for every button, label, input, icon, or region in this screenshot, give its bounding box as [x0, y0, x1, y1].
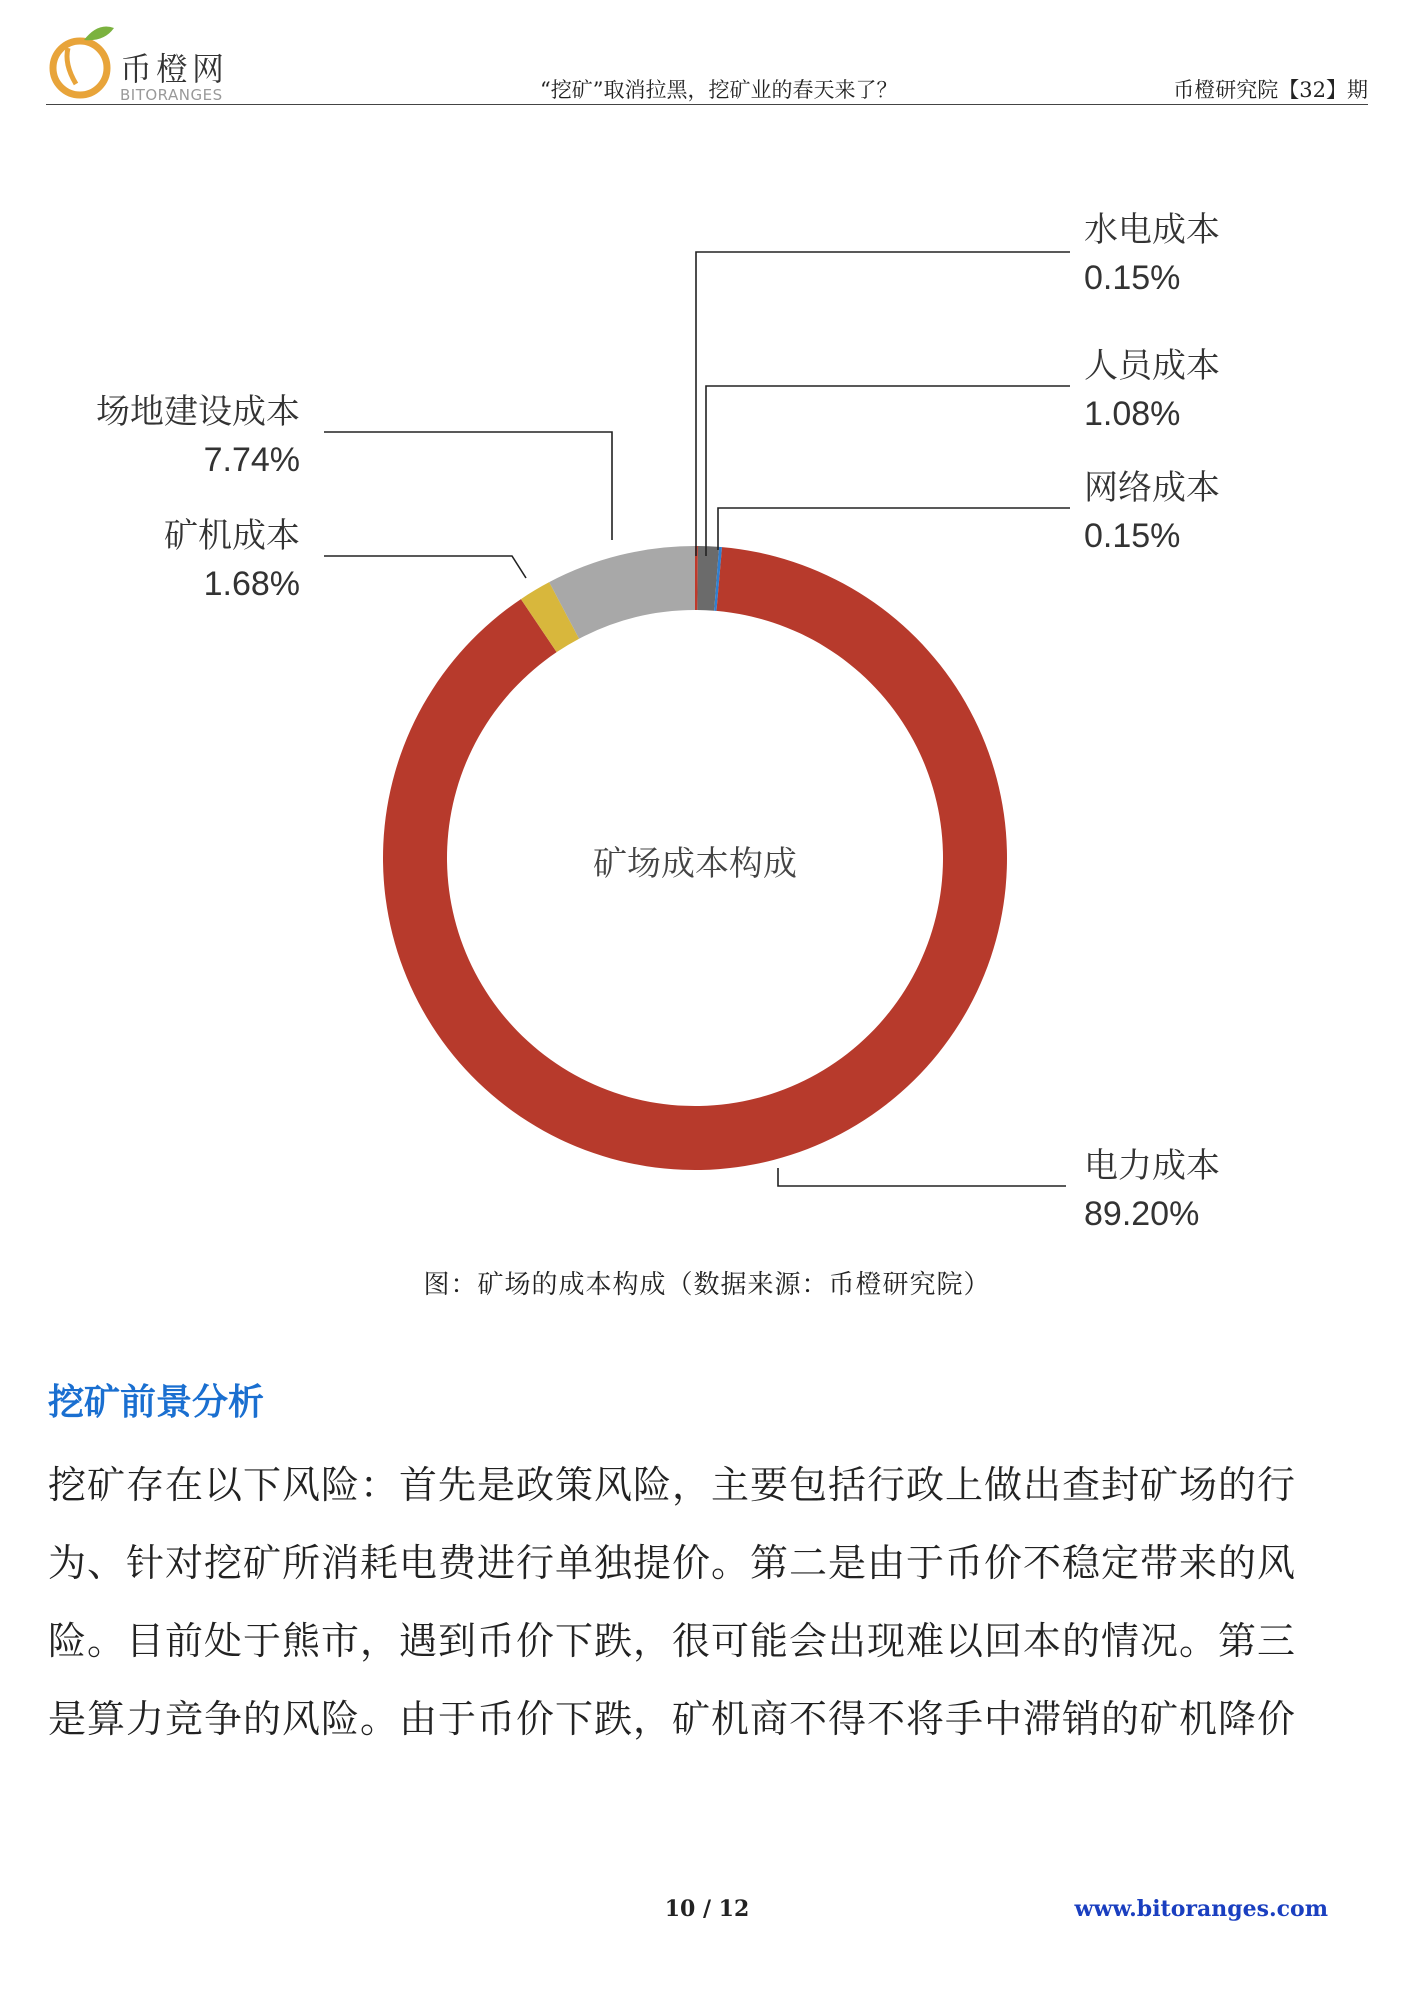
logo-text-cn: 币橙网: [120, 50, 229, 88]
chart-center-title: 矿场成本构成: [593, 844, 797, 884]
leader-line-场地建设成本: [324, 432, 612, 540]
slice-label-name: 人员成本: [1084, 347, 1220, 385]
leader-line-人员成本: [706, 386, 1070, 556]
paragraph-line: 挖矿存在以下风险：首先是政策风险，主要包括行政上做出查封矿场的行: [48, 1463, 1297, 1507]
label-人员成本: [1084, 342, 1220, 438]
slice-label-name: 电力成本: [1084, 1147, 1220, 1185]
figure-caption: 图：矿场的成本构成（数据来源：币橙研究院）: [423, 1270, 991, 1300]
slice-label-value: 7.74%: [203, 441, 300, 479]
leader-line-水电成本: [696, 252, 1070, 556]
slice-label-name: 网络成本: [1084, 469, 1220, 507]
leader-line-电力成本: [778, 1168, 1066, 1186]
header-title: “挖矿”取消拉黑，挖矿业的春天来了？: [540, 78, 898, 102]
slice-label-value: 89.20%: [1084, 1195, 1200, 1233]
label-水电成本: [1084, 206, 1220, 302]
header-issue: 币橙研究院【32】期: [1173, 78, 1368, 102]
body-paragraph: [48, 1446, 1370, 1758]
label-矿机成本: [164, 512, 300, 608]
page-number: 10 / 12: [664, 1896, 750, 1922]
slice-label-value: 0.15%: [1084, 259, 1181, 297]
label-场地建设成本: [96, 388, 300, 484]
leader-line-网络成本: [718, 508, 1070, 550]
paragraph-line: 险。目前处于熊市，遇到币价下跌，很可能会出现难以回本的情况。第三: [48, 1619, 1297, 1663]
slice-label-name: 场地建设成本: [96, 393, 300, 431]
slice-label-value: 1.08%: [1084, 395, 1181, 433]
section-heading: 挖矿前景分析: [48, 1382, 265, 1423]
slice-label-name: 矿机成本: [164, 517, 300, 555]
label-电力成本: [1084, 1142, 1220, 1238]
logo-text-en: BITORANGES: [120, 86, 223, 104]
slice-label-name: 水电成本: [1084, 211, 1220, 249]
slice-label-value: 1.68%: [203, 565, 300, 603]
label-网络成本: [1084, 464, 1220, 560]
paragraph-line: 为、针对挖矿所消耗电费进行单独提价。第二是由于币价不稳定带来的风: [48, 1541, 1297, 1585]
slice-label-value: 0.15%: [1084, 517, 1181, 555]
footer-link[interactable]: www.bitoranges.com: [1074, 1896, 1328, 1922]
leader-line-矿机成本: [324, 556, 526, 578]
orange-logo-icon: [46, 18, 118, 102]
header-divider: [46, 104, 1368, 105]
paragraph-line: 是算力竞争的风险。由于币价下跌，矿机商不得不将手中滞销的矿机降价: [48, 1697, 1297, 1741]
